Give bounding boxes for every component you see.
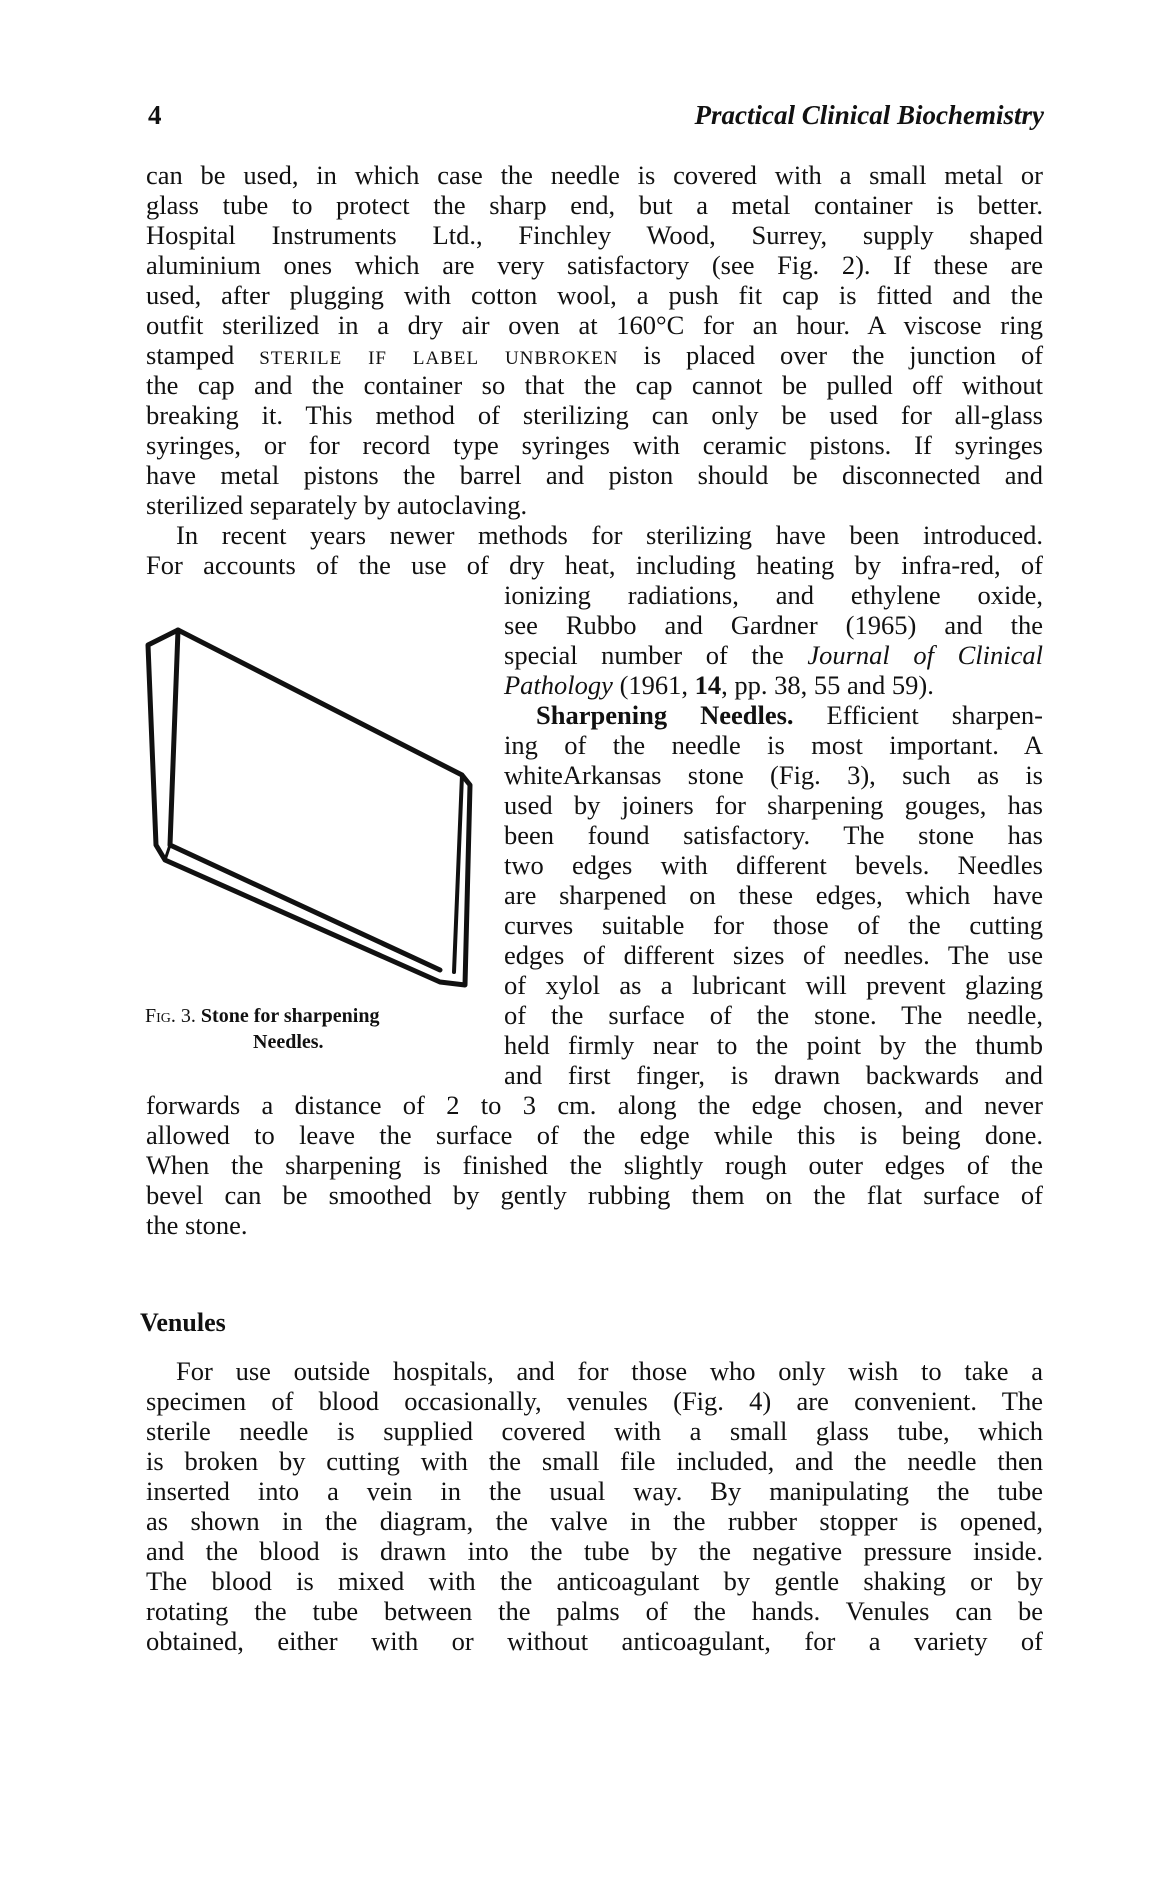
volume-number: 14 [694,670,722,700]
text-line: been found satisfactory. The stone has [504,820,1043,850]
figure-label: Fig. 3. [145,1005,196,1027]
stone-front-edge [170,630,440,970]
text-line: sterilized separately by autoclaving. [146,490,528,520]
text-line: outfit sterilized in a dry air oven at 160°C for an hour. A viscose ring [146,310,1043,340]
text-line: obtained, either with or without anticoagulant, for a variety of [146,1626,1043,1656]
stone-outline [148,630,470,985]
stone-side-edge [148,645,156,845]
text-line: have metal pistons the barrel and piston should be disconnected and [146,460,1043,490]
text-line: rotating the tube between the palms of the hands. Venules can be [146,1596,1043,1626]
text-line: used, after plugging with cotton wool, a push fit cap is fitted and the [146,280,1043,310]
text-line: The blood is mixed with the anticoagulant by gentle shaking or by [146,1566,1043,1596]
text-line: bevel can be smoothed by gently rubbing them on the flat surface of [146,1180,1043,1210]
text-fragment: special number of the [504,640,808,670]
stone-corner-edge [165,845,170,860]
text-line: of the surface of the stone. The needle, [504,1000,1043,1030]
text-line: whiteArkansas stone (Fig. 3), such as is [504,760,1043,790]
text-line: allowed to leave the surface of the edge while this is being done. [146,1120,1043,1150]
text-line: breaking it. This method of sterilizing can only be used for all-glass [146,400,1043,430]
text-line: two edges with different bevels. Needles [504,850,1043,880]
text-line: and the blood is drawn into the tube by the negative pressure inside. [146,1536,1043,1566]
page-header [148,100,1044,134]
text-line: sterile needle is supplied covered with a small glass tube, which [146,1416,1043,1446]
text-line: as shown in the diagram, the valve in the rubber stopper is opened, [146,1506,1043,1536]
text-fragment: (1961, [612,670,695,700]
text-line: When the sharpening is finished the slightly rough outer edges of the [146,1150,1043,1180]
text-line [504,670,1043,700]
text-line: glass tube to protect the sharp end, but a metal container is better. [146,190,1043,220]
text-line: syringes, or for record type syringes with ceramic pistons. If syringes [146,430,1043,460]
text-line: see Rubbo and Gardner (1965) and the [504,610,1043,640]
text-line: Hospital Instruments Ltd., Finchley Wood, Surrey, supply shaped [146,220,1043,250]
stone-bevel-edge [454,775,462,972]
text-line: ing of the needle is most important. A [504,730,1043,760]
text-line: is broken by cutting with the small file included, and the needle then [146,1446,1043,1476]
text-fragment: Efficient sharpen- [793,700,1043,730]
page-number: 4 [148,100,162,130]
text-line: edges of different sizes of needles. The use [504,940,1043,970]
text-line [536,700,1043,730]
text-fragment: , pp. 38, 55 and 59). [721,670,934,700]
text-line: and first finger, is drawn backwards and [504,1060,1043,1090]
text-line: the stone. [146,1210,248,1240]
text-line: inserted into a vein in the usual way. By manipulating the tube [146,1476,1043,1506]
text-fragment: stamped [146,340,260,370]
text-line: the cap and the container so that the cap cannot be pulled off without [146,370,1043,400]
journal-title: Pathology [504,670,613,700]
figure-caption [145,1003,485,1055]
section-heading: Venules [140,1308,226,1337]
text-fragment: is placed over the junction of [618,340,1044,370]
caption-text: Needles. [253,1031,324,1053]
caption-text: Stone for sharpening [200,1005,380,1027]
text-line: specimen of blood occasionally, venules (Fig. 4) are convenient. The [146,1386,1043,1416]
text-line: In recent years newer methods for sterilizing have been introduced. [176,520,1043,550]
text-line [504,640,1043,670]
run-in-heading: Sharpening Needles. [536,700,794,730]
text-line: forwards a distance of 2 to 3 cm. along the edge chosen, and never [146,1090,1043,1120]
journal-title: Journal of Clinical [807,640,1043,670]
text-line: ionizing radiations, and ethylene oxide, [504,580,1043,610]
running-title: Practical Clinical Biochemistry [694,100,1044,130]
text-line [146,340,1043,370]
sharpening-stone-figure [140,620,480,1000]
text-line: can be used, in which case the needle is covered with a small metal or [146,160,1043,190]
text-line: held firmly near to the point by the thumb [504,1030,1043,1060]
text-line: of xylol as a lubricant will prevent glazing [504,970,1043,1000]
text-line: For use outside hospitals, and for those who only wish to take a [176,1356,1043,1386]
text-line: curves suitable for those of the cutting [504,910,1043,940]
text-line: For accounts of the use of dry heat, including heating by infra-red, of [146,550,1043,580]
text-line: aluminium ones which are very satisfactory (see Fig. 2). If these are [146,250,1043,280]
sterile-label-text: sterile if label unbroken [259,340,619,370]
text-line: used by joiners for sharpening gouges, has [504,790,1043,820]
text-line: are sharpened on these edges, which have [504,880,1043,910]
